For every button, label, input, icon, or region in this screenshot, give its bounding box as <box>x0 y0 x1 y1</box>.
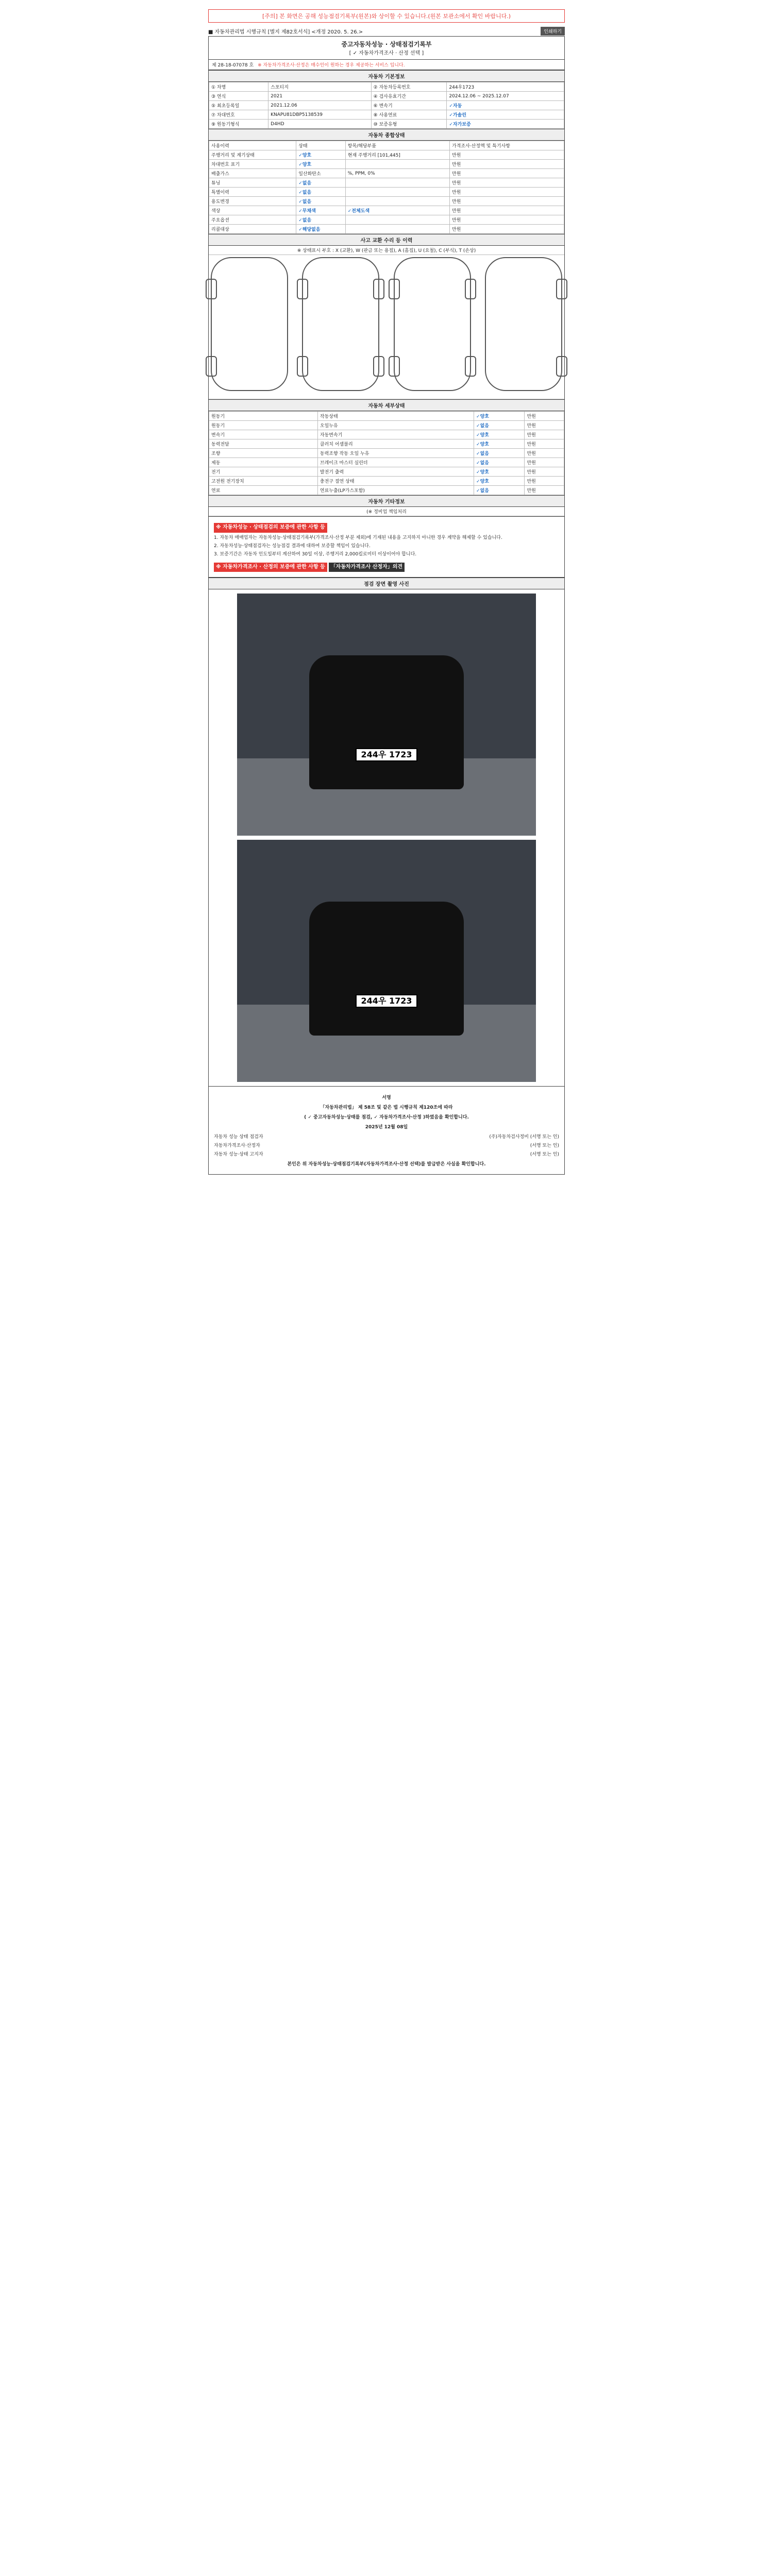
doc-warning: ※ 자동차가격조사·산정은 매수인이 원하는 경우 제공하는 서비스 입니다. <box>258 63 405 68</box>
etc-subtitle: (※ 정비업 책임처리 <box>209 507 564 516</box>
rear-photo <box>237 840 536 1082</box>
car-diagram-right <box>485 257 562 391</box>
accident-section-title: 사고 교환 수리 등 이력 <box>209 234 564 246</box>
rear-plate: 244우 1723 <box>356 994 417 1008</box>
guide-notes: ※ 자동차성능 · 상태점검의 보증에 관한 사항 등 1. 자동차 매매업자는 자동차성능·상태점검기록부(가격조사·산정 부분 제외)에 기재된 내용을 고지하지 아니한 경우 계약을 해제할 수 있습니다. 2. 자동차성능·상태점검자는 성능점검 결과에 대하여 보증할 책임이 있습니다. 3. 보증기간은 자동차 인도일부터 계산하여 30일 이상, 주행거리 2,000킬로미터 이상이어야 합니다. ※ 자동차가격조사 · 산정의 보증에 관한 사항 등 「자동차가격조사 산정자」의견 <box>209 516 564 577</box>
etc-section-title: 자동차 기타정보 <box>209 495 564 507</box>
doc-subtitle: [ ✓ 자동차가격조사 · 산정 선택 ] <box>349 50 424 56</box>
basic-table: ① 차명 스포티지 ② 자동차등록번호 244우1723 ③ 연식 2021 ④ 검사유효기간 2024.12.06 ~ 2025.12.07 ⑤ 최초등록일 2021.12.06 ⑥ 변속기 ✓자동 ⑦ 차대번호 KNAPU81DBP5138539 ⑧ 사용연료 ✓가솔린 ⑨ 원동기형식 D4HD ⑩ 보증유형 ✓자가보증 <box>209 82 564 129</box>
basic-section-title: 자동차 기본정보 <box>209 70 564 82</box>
status-section-title: 자동차 종합상태 <box>209 129 564 141</box>
notice-banner: [주의] 본 화면은 공해 성능점검기록부(원본)와 상이할 수 있습니다.(원본 보관소에서 확인 바랍니다.) <box>208 9 565 23</box>
record-page <box>208 26 565 1175</box>
detail-section-title: 자동차 세부상태 <box>209 399 564 411</box>
guide-heading-2: ※ 자동차가격조사 · 산정의 보증에 관한 사항 등 <box>214 563 327 572</box>
detail-table: 원동기 작동상태 ✓양호 만원 원동기 오일누유 ✓없음 만원 변속기 자동변속기 ✓양호 만원 동력전달 클러치 어셈블리 ✓양호 만원 조향 동력조향 작동 오일 누유 ✓없음 만원 제동 브레이크 마스터 실린더 ✓없음 만원 전기 발전기 출력 ✓양호 만원 고전원 전기장치 충전구 절연 상태 ✓양호 만원 연료 연료누출(LP가스포함) ✓없음 만원 <box>209 411 564 495</box>
car-diagrams <box>209 255 564 399</box>
photo-title: 점검 장면 촬영 사진 <box>209 578 564 589</box>
signature-section: 서명 「자동차관리법」 제 58조 및 같은 법 시행규칙 제120조에 따라 ( ✓ 중고자동차성능·상태를 점검, ✓ 자동차가격조사·산정 )하였음을 확인합니다. 2025년 12월 08일 자동차 성능 상태 점검자 (주)자동차검사정비 (서명 또는 인) 자동차가격조사·산정자 (서명 또는 인) 자동차 성능·상태 고지자 (서명 또는 인) 본인은 위 자동차성능·상태점검기록부(자동차가격조사·산정 선택)를 발급받은 사실을 확인합니다. <box>209 1086 564 1174</box>
doc-title: 중고자동차성능 · 상태점검기록부 <box>341 41 432 48</box>
guide-heading-1: ※ 자동차성능 · 상태점검의 보증에 관한 사항 등 <box>214 523 327 533</box>
status-table: 사용이력 상태 항목/해당부품 가격조사·산정액 및 특기사항 주행거리 및 계기상태 ✓양호 현재 주행거리 [101,445] 만원 차대번호 표기 ✓양호 만원 배출가스 일산화탄소 %, PPM, 0% 만원 튜닝 ✓없음 만원 특별이력 ✓없음 만원 용도변경 ✓없음 만원 색상 ✓무채색 ✓전체도색 만원 주요옵션 ✓없음 만원 리콜대상 ✓해당없음 만원 <box>209 141 564 234</box>
form-number: ■ 자동차관리법 시행규칙 [별지 제82호서식] <개정 2020. 5. 26.> <box>208 29 363 35</box>
print-button[interactable]: 인쇄하기 <box>541 27 565 36</box>
accident-legend: ※ 상태표시 부호 : X (교환), W (판금 또는 용접), A (흠집), U (요철), C (부식), T (손상) <box>209 246 564 255</box>
car-diagram-bottom <box>394 257 471 391</box>
document <box>208 36 565 1175</box>
front-photo <box>237 594 536 836</box>
photo-section <box>209 577 564 1082</box>
car-diagram-top <box>302 257 379 391</box>
front-plate: 244우 1723 <box>356 748 417 761</box>
guide-heading-3: 「자동차가격조사 산정자」의견 <box>329 563 405 572</box>
doc-id: 제 28-18-07078 호 <box>212 63 254 68</box>
car-diagram-left <box>211 257 288 391</box>
